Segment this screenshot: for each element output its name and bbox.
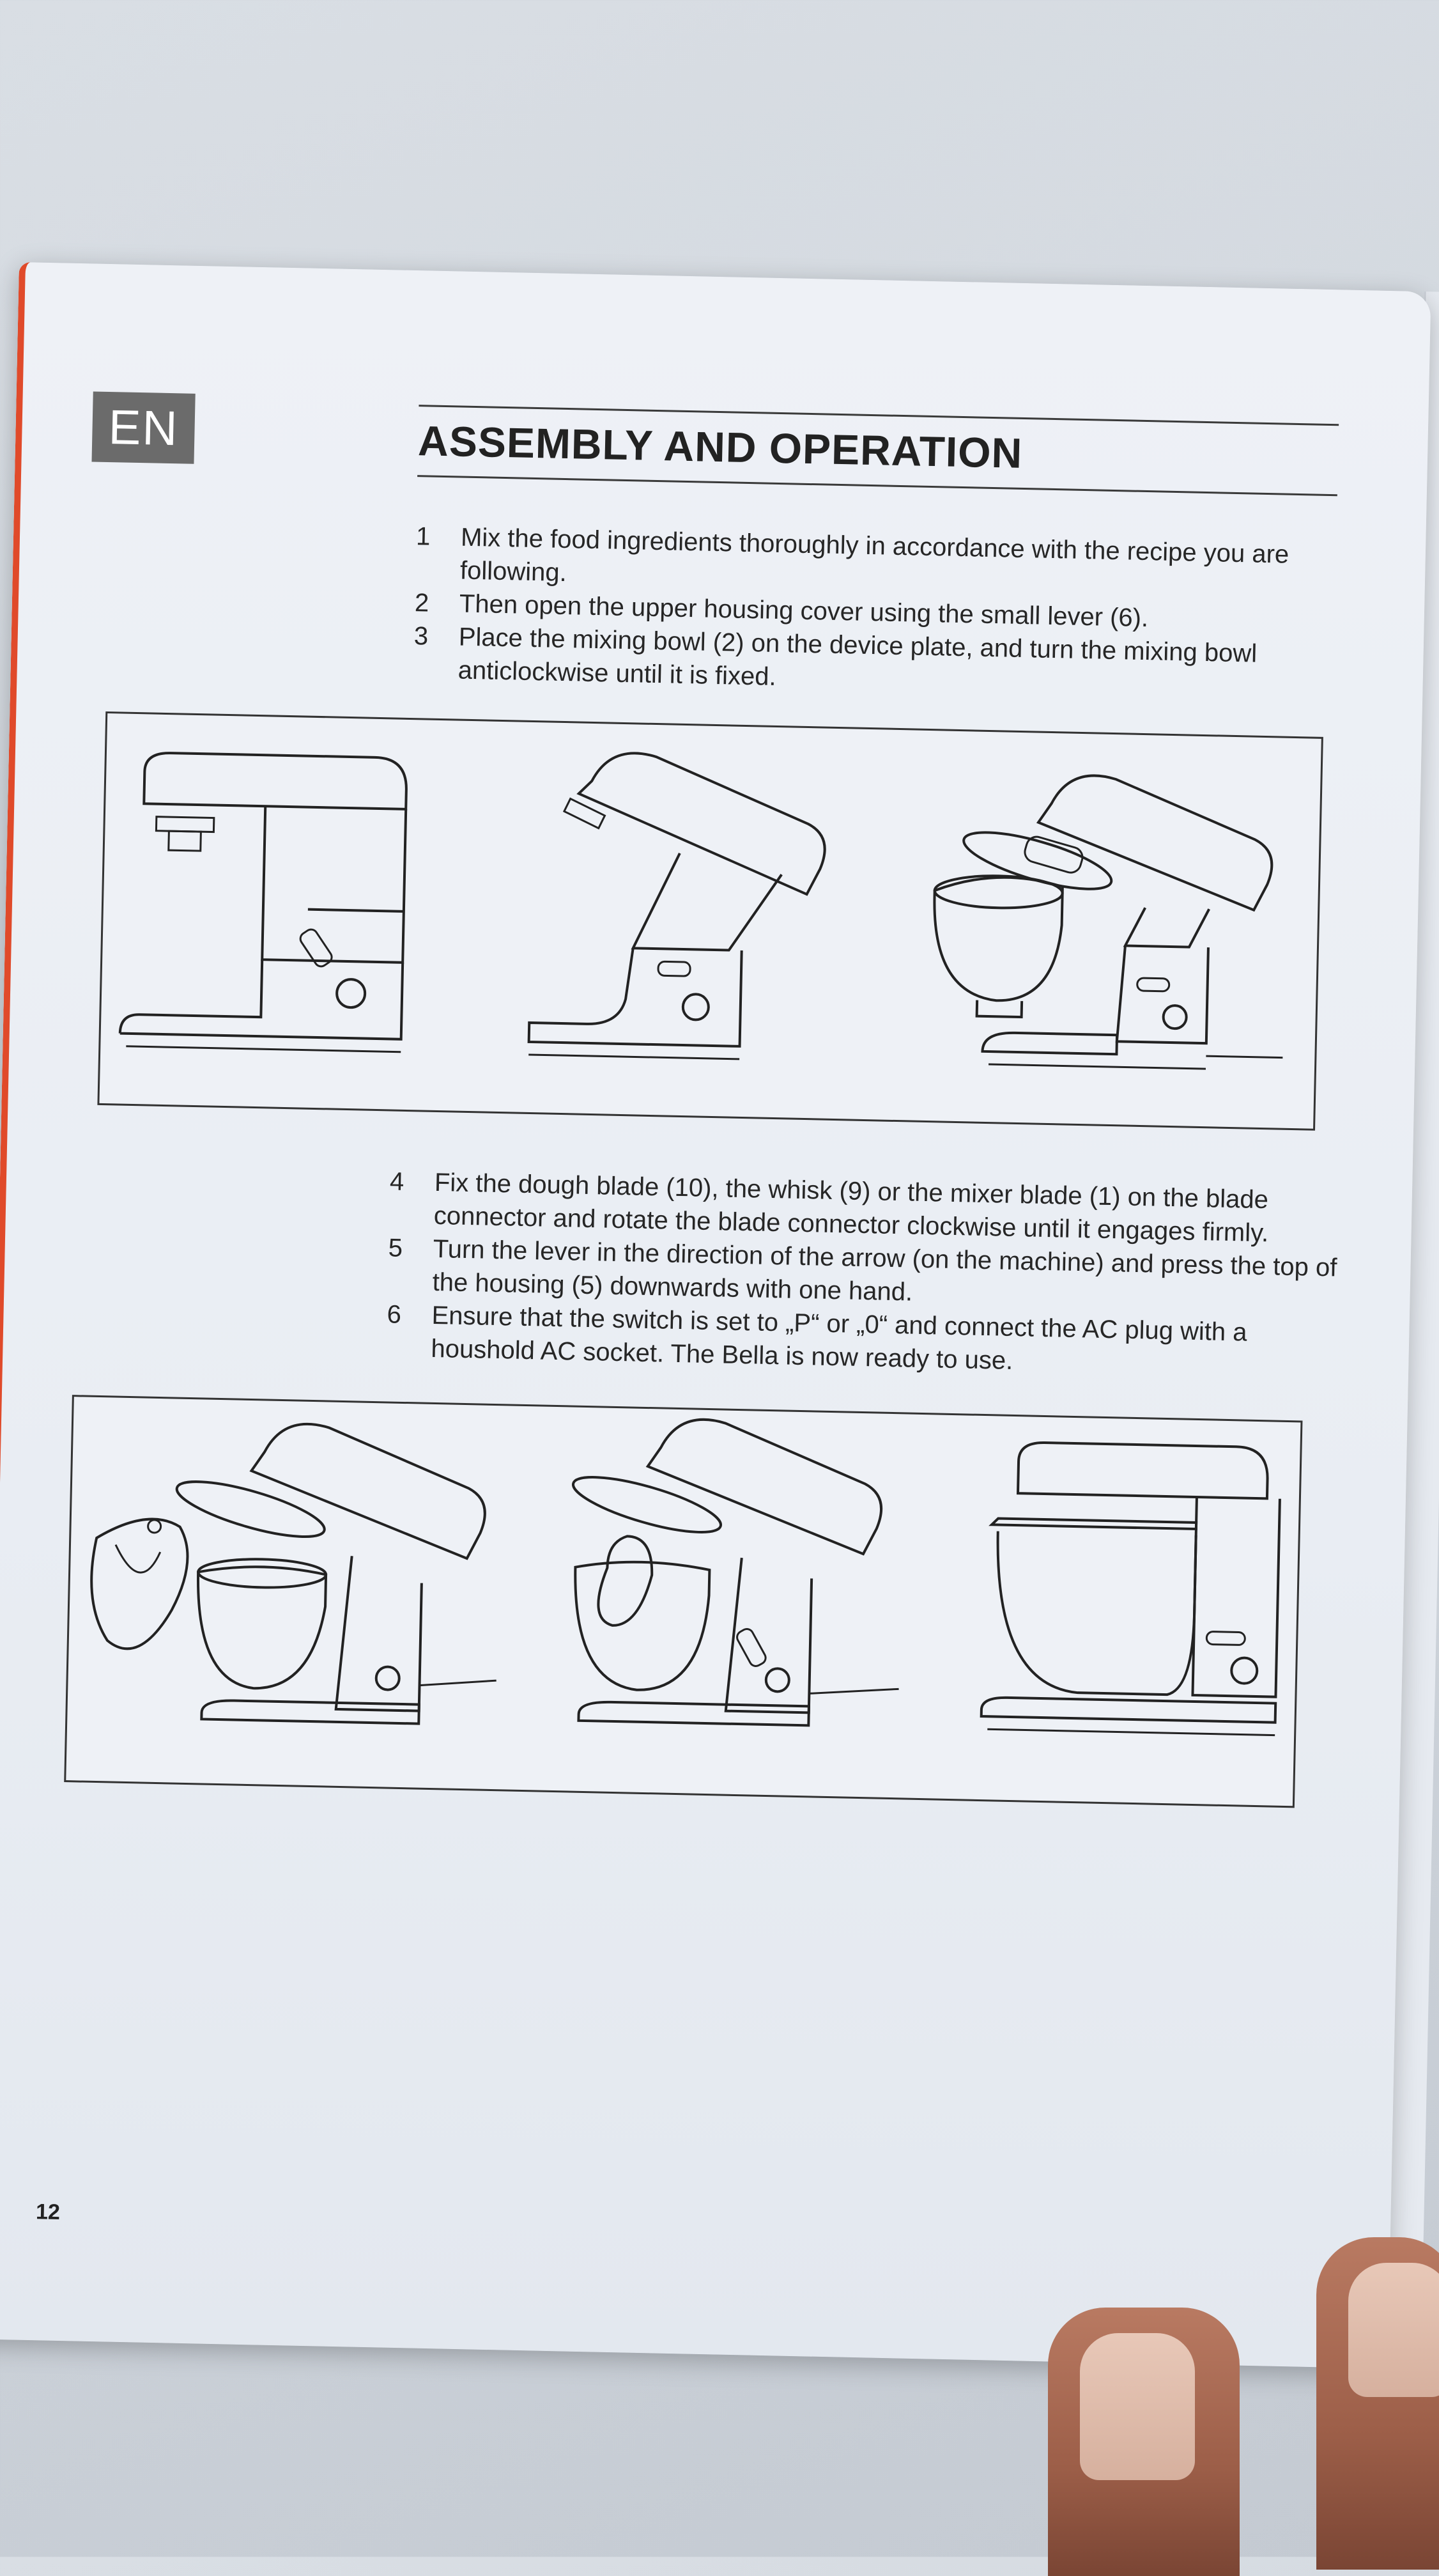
manual-page bbox=[0, 262, 1431, 2369]
step-number: 2 bbox=[414, 589, 429, 617]
booklet bbox=[0, 262, 1439, 2388]
fingernail-left bbox=[1080, 2333, 1195, 2480]
page-title: ASSEMBLY AND OPERATION bbox=[417, 417, 1023, 477]
step-text: Turn the lever in the direction of the arrow (on the machine) and press the top of the housing (5) downwards with one hand. bbox=[432, 1234, 1337, 1307]
mixer-illustrations-open bbox=[99, 713, 1321, 1129]
mixer-tilted-drawing bbox=[528, 751, 827, 1060]
step-text: Ensure that the switch is set to „P“ or „0“ and connect the AC plug with a houshold AC socket. The Bella is now ready to use. bbox=[431, 1301, 1248, 1375]
mixer-illustrations-attach bbox=[66, 1397, 1300, 1806]
language-tab: EN bbox=[91, 391, 195, 463]
step-number: 1 bbox=[415, 522, 431, 551]
page-number: 12 bbox=[35, 2200, 61, 2225]
step-number: 6 bbox=[387, 1300, 402, 1329]
dough-hook-drawing bbox=[90, 1518, 189, 1650]
step-number: 3 bbox=[413, 622, 429, 651]
step-number: 5 bbox=[388, 1234, 403, 1262]
mixer-bowl-open-drawing bbox=[167, 1421, 502, 1725]
title-rule-bottom bbox=[417, 475, 1337, 496]
illustration-panel-2 bbox=[64, 1395, 1302, 1808]
step-number: 4 bbox=[389, 1167, 404, 1196]
fingernail-right bbox=[1348, 2263, 1439, 2397]
step-text: Then open the upper housing cover using the small lever (6). bbox=[459, 589, 1149, 633]
steps-list-bottom bbox=[386, 1165, 1348, 1384]
step-text: Mix the food ingredients thoroughly in accordance with the recipe you are following. bbox=[459, 523, 1289, 587]
mixer-closed-bowl-drawing bbox=[981, 1441, 1281, 1735]
step-text: Fix the dough blade (10), the whisk (9) or the mixer blade (1) on the blade connector and rotate the blade connector clockwise until it engages firmly. bbox=[433, 1168, 1269, 1248]
step-text: Place the mixing bowl (2) on the device plate, and turn the mixing bowl anticlockwise until it is fixed. bbox=[458, 623, 1258, 691]
steps-list-top bbox=[413, 520, 1349, 706]
mixer-with-bowl-drawing bbox=[931, 772, 1288, 1070]
illustration-panel-1 bbox=[97, 711, 1323, 1131]
mixer-closed-drawing bbox=[119, 752, 407, 1052]
mixer-with-hook-drawing bbox=[564, 1416, 904, 1727]
